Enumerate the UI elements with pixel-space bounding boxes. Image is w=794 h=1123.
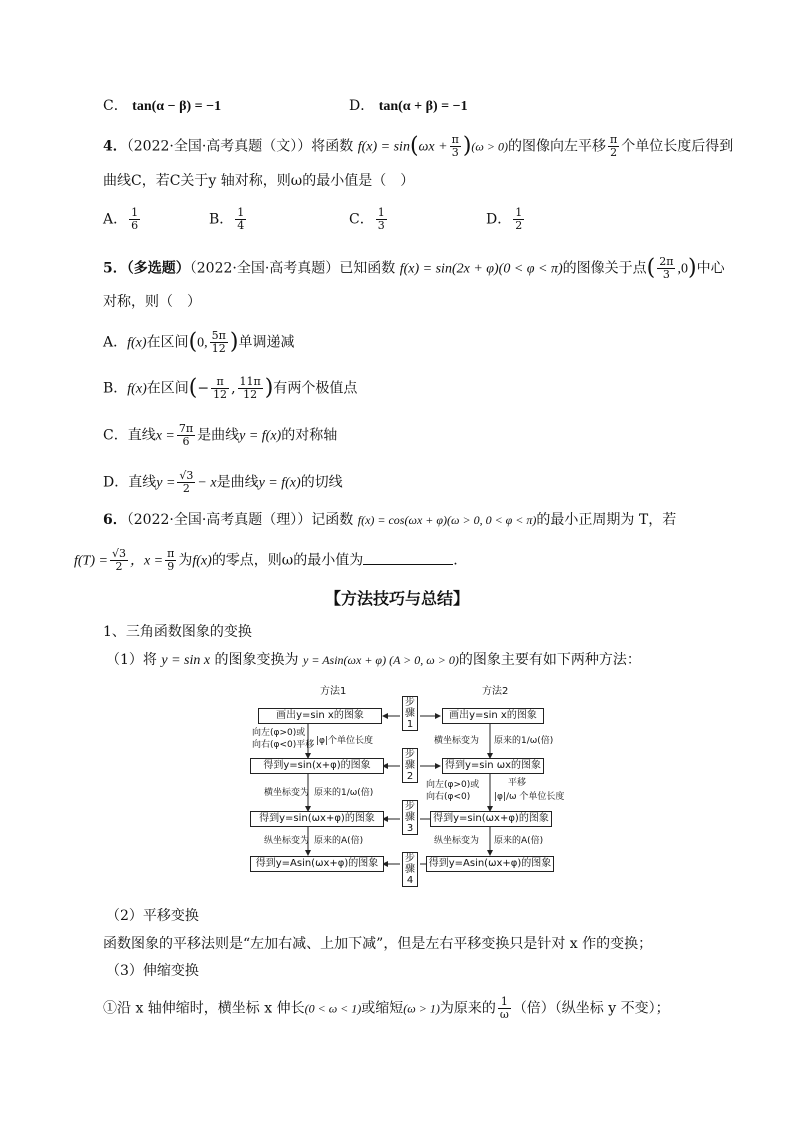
left-arrow2-label: 原来的1/ω(倍): [314, 788, 374, 798]
q4-stem-line2: 曲线C，若C关于y 轴对称，则ω的最小值是（ ）: [103, 173, 415, 189]
q4-option-c: [349, 207, 389, 232]
frac-num: 5π: [211, 329, 226, 342]
option-label: D．: [486, 211, 512, 228]
frac-den: 2: [182, 482, 190, 495]
frac-num: 7π: [178, 422, 194, 435]
frac-num: π: [451, 133, 459, 146]
text: 是曲线: [216, 474, 259, 491]
frac-num: 1: [131, 206, 139, 219]
q5-option-d: [103, 470, 343, 495]
summary-item-3: （3）伸缩变换: [106, 963, 199, 979]
q3-option-d: [349, 96, 468, 117]
right-arrow1-label: 原来的1/ω(倍): [494, 736, 554, 746]
option-label: B．: [209, 211, 234, 228]
left-box-4: 得到y=Asin(ωx+φ)的图象: [250, 856, 384, 872]
section-heading: 【方法技巧与总结】: [324, 589, 469, 608]
frac-den: 3: [377, 219, 385, 232]
math: 0,: [197, 335, 208, 351]
text: 的图象主要有如下两种方法：: [458, 652, 641, 668]
math: y = sin x: [161, 653, 211, 668]
frac-den: 3: [451, 146, 459, 159]
option-expr: tan(α − β) = −1: [132, 99, 222, 114]
option-label: D．直线: [103, 474, 157, 491]
q5-stem: 5．（多选题）（2022·全国·高考真题）已知函数 f(x) = sin(2x + φ)(0 < φ < π)的图像关于点( $\frac{2\pi}{3}$ ,0)中心: [103, 255, 725, 281]
frac-num: 2π: [659, 255, 674, 268]
summary-item-2-text: 函数图象的平移法则是“左加右减、上加下减”，但是左右平移变换只是针对 x 作的变换；: [103, 936, 653, 952]
right-box-4: 得到y=Asin(ωx+φ)的图象: [426, 856, 554, 872]
question-tag: （多选题）: [126, 260, 190, 277]
text: 记函数: [311, 512, 354, 528]
text: 在区间: [146, 380, 189, 397]
math: f(x): [127, 381, 147, 397]
text: 已知函数: [339, 260, 396, 277]
frac-den: ω: [499, 1008, 509, 1021]
question-number: 4．: [103, 138, 127, 155]
left-arrow1-label: |φ|个单位长度: [316, 736, 374, 746]
option-label: A．: [103, 211, 128, 228]
frac-den: 12: [211, 342, 226, 355]
math: (ω > 1): [403, 1001, 440, 1016]
right-arrow2-label: 向左(φ>0)或: [426, 780, 480, 790]
math: ,0: [677, 261, 688, 277]
text: ①沿 x 轴伸缩时，横坐标 x 伸长: [103, 1000, 305, 1017]
step-3-label: 步骤3: [402, 800, 418, 835]
text: 的图像向左平移: [507, 138, 606, 155]
text: 的图像关于点: [562, 260, 647, 277]
frac-den: 2: [115, 560, 123, 573]
summary-item-1-1: [106, 650, 641, 671]
question-source: （2022·全国·高考真题（理））: [126, 512, 312, 528]
step-2-label: 步骤2: [402, 748, 418, 783]
frac-num: 1: [237, 206, 245, 219]
summary-item-2: （2）平移变换: [106, 908, 199, 924]
left-box-2: 得到y=sin(x+φ)的图象: [250, 758, 384, 774]
math: x =: [155, 428, 175, 444]
text: 的图象变换为: [214, 652, 299, 668]
frac-num: √3: [179, 469, 194, 482]
right-box-1: 画出y=sin x的图象: [442, 708, 544, 724]
frac-den: 12: [213, 388, 228, 401]
text: .: [453, 552, 458, 569]
q5-stem-line2: 对称，则（ ）: [103, 294, 201, 310]
question-number: 6．: [103, 512, 127, 528]
math: y = Asin(ωx + φ) (A > 0, ω > 0): [303, 653, 459, 667]
frac-num: 11π: [239, 375, 261, 388]
q6-stem-line2: [74, 548, 458, 573]
text: 是曲线: [197, 427, 240, 444]
math: f(x) = sin(2x + φ)(0 < φ < π): [399, 261, 563, 277]
left-box-1: 画出y=sin x的图象: [258, 708, 382, 724]
q4-option-b: [209, 207, 248, 232]
left-arrow1-label: 向左(φ>0)或: [252, 728, 306, 738]
q5-option-b: B．f(x)在区间(− $\frac{\pi}{12}$ , $\frac{11\pi}{12}$ )有两个极值点: [103, 375, 358, 401]
math: f(x): [127, 335, 147, 351]
frac-den: 2: [515, 219, 523, 232]
frac-den: 4: [237, 219, 245, 232]
option-label: B．: [103, 380, 128, 397]
option-label: C．直线: [103, 427, 156, 444]
math: f(x): [192, 553, 212, 569]
text: 个单位长度后得到: [621, 138, 734, 155]
frac-num: 1: [377, 206, 385, 219]
math: f(x) = cos(ωx + φ)(ω > 0, 0 < φ < π): [357, 513, 537, 527]
option-label: D．: [349, 98, 375, 114]
frac-num: π: [167, 547, 175, 560]
text: 为原来的: [439, 1000, 496, 1017]
text: 将函数: [311, 138, 354, 155]
transformation-flowchart: [250, 678, 565, 888]
text: 或缩短: [361, 1000, 404, 1017]
left-arrow1-label: 向右(φ<0)平移: [252, 740, 315, 750]
frac-num: π: [211, 376, 229, 389]
right-arrow2-label: 平移: [508, 778, 527, 788]
question-source: （2022·全国·高考真题（文））: [126, 138, 312, 155]
question-source: （2022·全国·高考真题）: [189, 260, 340, 277]
math: y =: [156, 475, 176, 491]
text: 中心: [696, 260, 725, 277]
right-arrow1-label: 横坐标变为: [434, 736, 480, 746]
left-box-3: 得到y=sin(ωx+φ)的图象: [250, 811, 384, 827]
step-4-label: 步骤4: [402, 852, 418, 887]
frac-den: 6: [182, 435, 190, 448]
text: 的最小正周期为 T，若: [536, 512, 677, 528]
right-box-2: 得到y=sin ωx的图象: [442, 758, 544, 774]
frac-num: π: [609, 133, 618, 146]
math: f(T) =: [74, 553, 108, 569]
summary-item-3-1: [103, 996, 670, 1021]
math: (0 < ω < 1): [304, 1001, 362, 1016]
text: （1）将: [106, 652, 157, 668]
frac-den: 3: [662, 268, 670, 281]
frac-num: 1: [515, 206, 523, 219]
q4-stem: 4．（2022·全国·高考真题（文））将函数 f(x) = sin(ωx + $\frac{\pi}{3}$ )(ω > 0)的图像向左平移 $\frac{\pi}{2}$ 个单位长度后得到: [103, 133, 734, 159]
frac-den: 9: [167, 560, 175, 573]
right-arrow2-label: 向右(φ<0): [426, 792, 471, 802]
text: 为: [178, 552, 193, 569]
math: f(x) = sin: [357, 139, 410, 155]
option-label: C．: [349, 211, 374, 228]
right-arrow3-label: 纵坐标变为: [434, 836, 480, 846]
q3-option-c: [103, 96, 221, 117]
left-arrow2-label: 横坐标变为: [264, 788, 310, 798]
q4-option-d: [486, 207, 526, 232]
text: 在区间: [146, 334, 189, 351]
text: 的零点，则ω的最小值为: [211, 552, 364, 569]
right-box-3: 得到y=sin(ωx+φ)的图象: [430, 811, 552, 827]
frac-den: 6: [131, 219, 139, 232]
option-label: A．: [103, 334, 128, 351]
frac-den: 12: [243, 388, 258, 401]
math: ，x =: [129, 553, 164, 569]
method1-label: 方法1: [320, 686, 347, 697]
step-1-label: 步骤1: [402, 696, 418, 731]
text: （倍）（纵坐标 y 不变）；: [512, 1000, 670, 1017]
q5-option-a: A．f(x)在区间(0, $\frac{5\pi}{12}$ )单调递减: [103, 329, 295, 355]
summary-item-1: 1、三角函数图象的变换: [103, 624, 252, 640]
q5-option-c: [103, 423, 337, 448]
frac-num: 1: [498, 996, 511, 1009]
math: y = f(x): [258, 475, 301, 491]
math: − x: [197, 475, 217, 491]
text: 有两个极值点: [273, 380, 358, 397]
math: (ω > 0): [471, 139, 508, 154]
text: 单调递减: [238, 334, 295, 351]
option-label: C．: [103, 98, 128, 114]
math: ωx +: [418, 139, 448, 155]
math: y = f(x): [239, 428, 282, 444]
right-arrow3-label: 原来的A(倍): [494, 836, 544, 846]
question-number: 5．: [103, 260, 127, 277]
left-arrow3-label: 原来的A(倍): [314, 836, 364, 846]
option-expr: tan(α + β) = −1: [378, 99, 468, 114]
q4-option-a: [103, 207, 142, 232]
method2-label: 方法2: [482, 686, 509, 697]
frac-num: √3: [111, 547, 126, 560]
frac-den: 2: [610, 146, 618, 159]
right-arrow2-label: |φ|/ω 个单位长度: [494, 792, 565, 802]
text: 的切线: [300, 474, 343, 491]
answer-blank[interactable]: [363, 550, 453, 565]
text: 的对称轴: [281, 427, 338, 444]
q6-stem: [103, 510, 676, 530]
left-arrow3-label: 纵坐标变为: [264, 836, 310, 846]
